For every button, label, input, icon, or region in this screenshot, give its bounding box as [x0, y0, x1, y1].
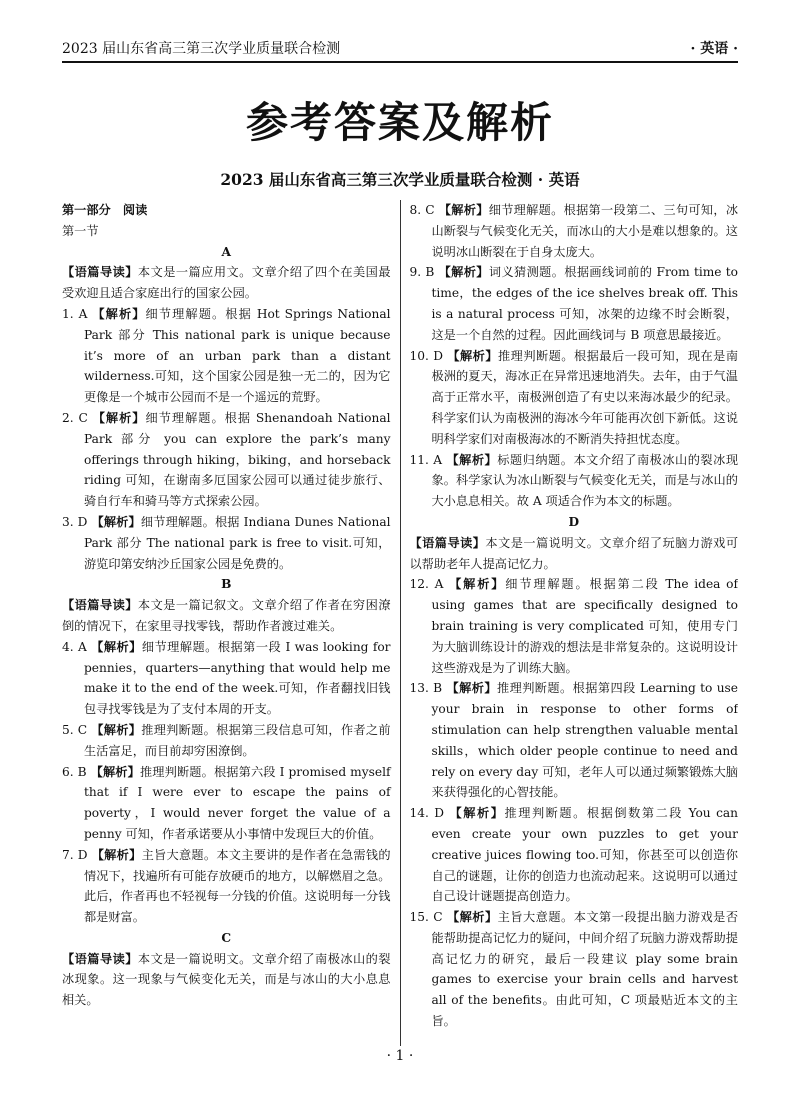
section-heading: 第一节 [62, 223, 99, 238]
analysis-tag: 【解析】 [91, 639, 142, 654]
question-number: 8. C [409, 203, 435, 217]
question-number: 3. D [62, 514, 88, 529]
question-6 [62, 762, 391, 845]
question-15 [410, 907, 739, 1032]
analysis-text: 细节理解题。根据第一段 I was looking for pennies，quarters—anything that would help me make it to the end of the week.可知，作者翻找旧钱包寻找零钱是为了支付本周的开支。 [84, 639, 391, 717]
question-number: 11. A [409, 452, 443, 467]
part-heading: 第一部分 阅读 [62, 203, 148, 217]
question-8 [410, 200, 739, 262]
analysis-tag: 【解析】 [446, 681, 497, 696]
analysis-tag: 【解析】 [447, 348, 498, 363]
question-7 [62, 845, 391, 928]
analysis-text: 推理判断题。根据第三段信息可知，作者之前生活富足，而目前却穷困潦倒。 [84, 722, 391, 758]
passage-guide-b [62, 595, 391, 637]
analysis-text: 推理判断题。根据第四段 Learning to use your brain in response to other forms of stimulation can help strengthen valuable mental skills，which older people continue to need and rely on every day 可知，老年人可以通过频繁锻炼大脑来获得强化的心智技能。 [431, 681, 738, 800]
question-number: 13. B [409, 681, 443, 696]
analysis-tag: 【解析】 [446, 452, 498, 467]
passage-letter-c: C [221, 930, 232, 945]
analysis-tag: 【解析】 [92, 306, 146, 321]
page-subtitle: 2023 届山东省高三第三次学业质量联合检测 · 英语 [220, 170, 580, 189]
passage-letter-d: D [568, 514, 580, 529]
analysis-tag: 【解析】 [446, 910, 498, 925]
answer-columns [62, 200, 738, 1046]
page-header [62, 28, 738, 63]
question-9 [410, 262, 739, 345]
guide-text: 本文是一篇说明文。文章介绍了玩脑力游戏可以帮助老年人提高记忆力。 [409, 535, 738, 571]
question-2 [62, 408, 391, 512]
analysis-tag: 【解析】 [90, 764, 140, 779]
analysis-tag: 【解析】 [438, 203, 489, 217]
guide-text: 本文是一篇说明文。文章介绍了南极冰山的裂冰现象。这一现象与气候变化无关，而是与冰山的大小息息相关。 [62, 951, 391, 1008]
question-number: 5. C [62, 722, 88, 737]
passage-guide-d [410, 533, 739, 575]
question-3 [62, 512, 391, 574]
question-number: 1. A [62, 306, 88, 321]
analysis-text: 细节理解题。根据第一段第二、三句可知，冰山断裂与气候变化无关，而冰山的大小是难以想象的。这说明冰山断裂在于自身太庞大。 [431, 203, 738, 259]
header-subject: · 英语 · [690, 41, 738, 57]
analysis-tag: 【解析】 [91, 514, 141, 529]
question-number: 2. C [62, 410, 88, 425]
left-column [62, 200, 400, 1046]
analysis-text: 主旨大意题。本文主要讲的是作者在急需钱的情况下，找遍所有可能存放硬币的地方，以解燃眉之急。此后，作者再也不轻视每一分钱的价值。这说明每一分钱都是财富。 [84, 847, 391, 925]
question-13 [410, 678, 739, 803]
question-number: 6. B [62, 764, 87, 779]
question-4 [62, 637, 391, 720]
question-12 [410, 574, 739, 678]
guide-label: 【语篇导读】 [62, 598, 138, 613]
analysis-text: 细节理解题。根据第二段 The idea of using games that are specifically designed to brain training is very complicated 可知，使用专门为大脑训练设计的游戏的想法是非常复杂的。这说明设计这些游戏是为了训练大脑。 [431, 577, 738, 675]
question-1 [62, 304, 391, 408]
question-11 [410, 450, 739, 512]
analysis-tag: 【解析】 [92, 410, 146, 425]
analysis-text: 推理判断题。根据倒数第二段 You can even create your own puzzles to get your creative juices flowing too.可知，你甚至可以创造你自己的谜题，让你的创造力也流动起来。这说明可以通过自己设计谜题提高创造力。 [431, 806, 738, 904]
analysis-tag: 【解析】 [449, 577, 506, 592]
header-exam-title: 2023 届山东省高三第三次学业质量联合检测 [62, 41, 341, 57]
page-number: · 1 · [386, 1048, 414, 1064]
question-number: 7. D [62, 847, 88, 862]
question-number: 14. D [409, 806, 445, 821]
passage-guide-c [62, 949, 391, 1011]
page-title: 参考答案及解析 [245, 98, 554, 147]
guide-text: 本文是一篇应用文。文章介绍了四个在美国最受欢迎且适合家庭出行的国家公园。 [62, 265, 391, 301]
question-number: 15. C [409, 910, 443, 925]
question-14 [410, 803, 739, 907]
guide-label: 【语篇导读】 [62, 265, 138, 280]
question-number: 9. B [409, 265, 435, 280]
analysis-tag: 【解析】 [438, 265, 489, 280]
right-column [401, 200, 739, 1046]
analysis-text: 细节理解题。根据 Shenandoah National Park 部分 you can explore the park’s many offerings through hiking，biking，and horseback riding 可知，在谢南多厄国家公园可以通过徒步旅行、骑自行车和骑马等方式探索公园。 [84, 410, 391, 509]
analysis-tag: 【解析】 [91, 847, 142, 862]
question-10 [410, 346, 739, 450]
question-5 [62, 720, 391, 762]
question-number: 10. D [409, 348, 443, 363]
passage-guide-a [62, 262, 391, 304]
analysis-text: 推理判断题。根据最后一段可知，现在是南极洲的夏天，海冰正在异常迅速地消失。去年，由于气温高于正常水平，南极洲创造了有史以来海冰最少的纪录。科学家们认为南极洲的海冰今年可能再次创下新低。这说明科学家们对南极海冰的不断消失持担忧态度。 [431, 348, 738, 446]
analysis-text: 主旨大意题。本文第一段提出脑力游戏是否能帮助提高记忆力的疑问，中间介绍了玩脑力游戏帮助提高记忆力的研究，最后一段建议 play some brain games to exercise your brain cells and harvest all of the benefits。由此可知，C 项最贴近本文的主旨。 [431, 910, 738, 1029]
analysis-text: 细节理解题。根据 Hot Springs National Park 部分 This national park is unique because it’s more of an urban park than a distant wilderness.可知，这个国家公园是独一无二的，因为它更像是一个城市公园而不是一个遥远的荒野。 [84, 306, 391, 405]
passage-letter-a: A [221, 244, 231, 259]
analysis-tag: 【解析】 [449, 806, 505, 821]
question-number: 4. A [62, 639, 87, 654]
guide-label: 【语篇导读】 [409, 535, 486, 550]
guide-label: 【语篇导读】 [62, 951, 138, 966]
analysis-tag: 【解析】 [91, 722, 142, 737]
analysis-text: 细节理解题。根据 Indiana Dunes National Park 部分 The national park is free to visit.可知，游览印第安纳沙丘国家公园是免费的。 [84, 514, 391, 571]
passage-letter-b: B [221, 577, 232, 592]
guide-text: 本文是一篇记叙文。文章介绍了作者在穷困潦倒的情况下，在家里寻找零钱，帮助作者渡过难关。 [62, 598, 391, 633]
analysis-text: 推理判断题。根据第六段 I promised myself that if I were ever to escape the pains of poverty，I would never forget the value of a penny 可知，作者承诺要从小事情中发现巨大的价值。 [84, 764, 391, 841]
analysis-text: 标题归纳题。本文介绍了南极冰山的裂冰现象。科学家认为冰山断裂与气候变化无关，而是与冰山的大小息息相关。故 A 项适合作为本文的标题。 [431, 452, 738, 509]
question-number: 12. A [409, 577, 444, 592]
analysis-text: 词义猜测题。根据画线词前的 From time to time，the edges of the ice shelves break off. This is a natural process 可知，冰架的边缘不时会断裂，这是一个自然的过程。因此画线词与 B 项意思最接近。 [431, 265, 738, 342]
